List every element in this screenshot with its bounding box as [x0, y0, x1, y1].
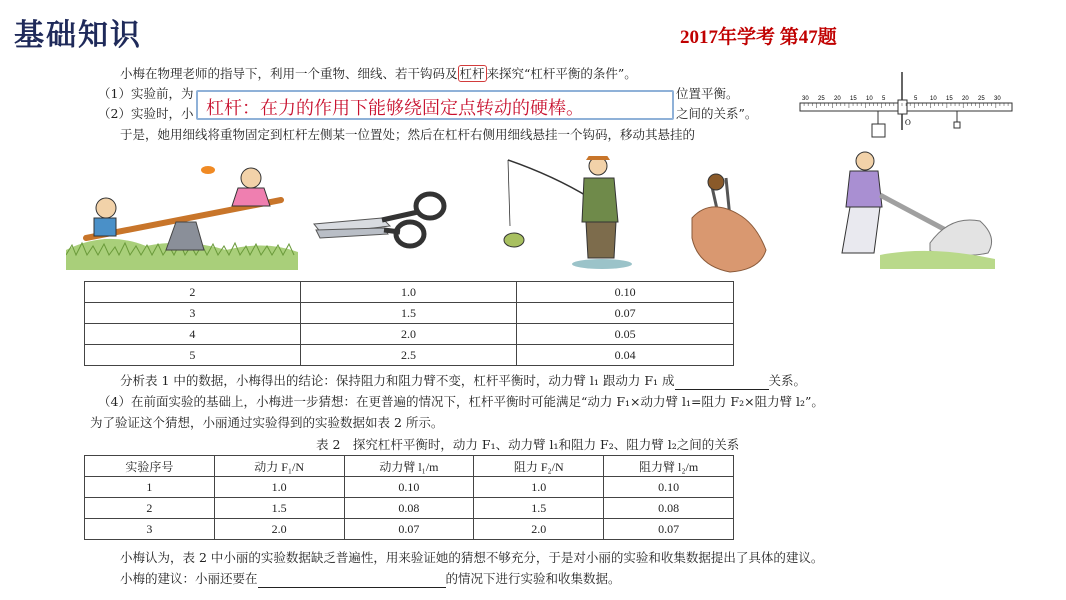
analysis-pre: 分析表 1 中的数据，小梅得出的结论：保持阻力和阻力臂不变，杠杆平衡时，动力臂 l₁ 跟动力 F₁ 成: [120, 373, 675, 388]
table-row: [85, 303, 734, 324]
exam-tag: 2017年学考 第47题: [680, 27, 837, 48]
lever-ruler-diagram: [790, 70, 1020, 150]
pivot-label: O: [905, 118, 911, 127]
table-row: [85, 477, 734, 498]
part-4-line-b: 为了验证这个猜想，小丽通过实验得到的实验数据如表 2 所示。: [90, 415, 444, 430]
table-cell: 0.08: [604, 498, 734, 519]
ruler-tick-label: 15: [850, 96, 857, 102]
slide-title: 基础知识: [14, 18, 142, 53]
problem-line-2b: 位置平衡。: [676, 86, 739, 101]
table-cell: 1.5: [214, 498, 344, 519]
part-4-line: （4）在前面实验的基础上，小梅进一步猜想：在更普遍的情况下，杠杆平衡时可能满足“动力 F₁×动力臂 l₁=阻力 F₂×阻力臂 l₂”。: [98, 394, 824, 409]
conclusion-line: 小梅认为，表 2 中小丽的实验数据缺乏普遍性，用来验证她的猜想不够充分，于是对小丽的实验和收集数据提出了具体的建议。: [120, 550, 824, 565]
table-cell: 3: [85, 519, 215, 540]
table-1: [84, 281, 734, 366]
table-cell: 4: [85, 324, 301, 345]
table-cell: 1.5: [300, 303, 517, 324]
table-row: [85, 519, 734, 540]
nutcracker-illustration: [690, 158, 770, 273]
table-row: [85, 345, 734, 366]
table-2-caption: 表 2 探究杠杆平衡时，动力 F₁、动力臂 l₁和阻力 F₂、阻力臂 l₂之间的关系: [316, 437, 740, 452]
ruler-tick-label: 30: [994, 96, 1001, 102]
table-row: [85, 498, 734, 519]
table-cell: 0.08: [344, 498, 474, 519]
lever-keyword: 杠杆: [459, 66, 485, 81]
fishing-rod-illustration: [494, 156, 634, 271]
ruler-tick-label: 25: [978, 96, 985, 102]
ruler-tick-label: 15: [946, 96, 953, 102]
table-row: [85, 282, 734, 303]
table-cell: 0.07: [517, 303, 734, 324]
problem-line-1-pre: 小梅在物理老师的指导下，利用一个重物、细线、若干钩码及: [120, 66, 458, 81]
table-cell: 1.0: [300, 282, 517, 303]
table-cell: 0.10: [604, 477, 734, 498]
table-header: 动力 F₁/N: [214, 456, 344, 477]
problem-line-2a: （1）实验前，为: [98, 86, 194, 101]
ruler-tick-label: 5: [914, 96, 918, 102]
table-cell: 1: [85, 477, 215, 498]
table-header: 阻力臂 l₂/m: [604, 456, 734, 477]
ruler-tick-label: 25: [818, 96, 825, 102]
answer-blank-2[interactable]: [258, 571, 446, 588]
ruler-tick-label: 20: [834, 96, 841, 102]
table-cell: 0.04: [517, 345, 734, 366]
answer-blank-1[interactable]: [675, 373, 769, 390]
scissors-illustration: [312, 188, 447, 250]
table-cell: 0.10: [517, 282, 734, 303]
table-cell: 1.0: [214, 477, 344, 498]
table-cell: 2.0: [300, 324, 517, 345]
problem-line-1-post: 来探究“杠杆平衡的条件”。: [486, 66, 637, 81]
table-header: 阻力 F₂/N: [474, 456, 604, 477]
table-cell: 0.10: [344, 477, 474, 498]
problem-line-3a: （2）实验时，小: [98, 106, 194, 121]
ruler-tick-label: 5: [882, 96, 886, 102]
suggestion-post: 的情况下进行实验和收集数据。: [445, 571, 621, 586]
table-cell: 2: [85, 282, 301, 303]
table-cell: 0.07: [604, 519, 734, 540]
table-cell: 5: [85, 345, 301, 366]
ruler-tick-label: 10: [930, 96, 937, 102]
table-cell: 2.0: [214, 519, 344, 540]
table-cell: 2.5: [300, 345, 517, 366]
table-header: 实验序号: [85, 456, 215, 477]
table-cell: 2.0: [474, 519, 604, 540]
table-header: 动力臂 l₁/m: [344, 456, 474, 477]
crowbar-illustration: [820, 145, 1000, 275]
seesaw-illustration: [66, 160, 298, 270]
suggestion-line: [120, 571, 621, 588]
analysis-line: [120, 373, 806, 390]
table-cell: 1.5: [474, 498, 604, 519]
table-cell: 2: [85, 498, 215, 519]
ruler-tick-label: 30: [802, 96, 809, 102]
table-cell: 0.07: [344, 519, 474, 540]
definition-callout: 杠杆：在力的作用下能够绕固定点转动的硬棒。: [196, 90, 674, 120]
table-cell: 0.05: [517, 324, 734, 345]
ruler-tick-label: 10: [866, 96, 873, 102]
problem-line-1: [120, 66, 637, 82]
table-2: [84, 455, 734, 540]
suggestion-pre: 小梅的建议：小丽还要在: [120, 571, 258, 586]
problem-line-3b: 之间的关系”。: [676, 106, 758, 121]
ruler-tick-label: 20: [962, 96, 969, 102]
table-cell: 1.0: [474, 477, 604, 498]
problem-line-4: 于是，她用细线将重物固定到杠杆左侧某一位置处；然后在杠杆右侧用细线悬挂一个钩码，移动其悬挂的: [120, 127, 696, 142]
table-row: [85, 324, 734, 345]
analysis-post: 关系。: [768, 373, 807, 388]
table-cell: 3: [85, 303, 301, 324]
